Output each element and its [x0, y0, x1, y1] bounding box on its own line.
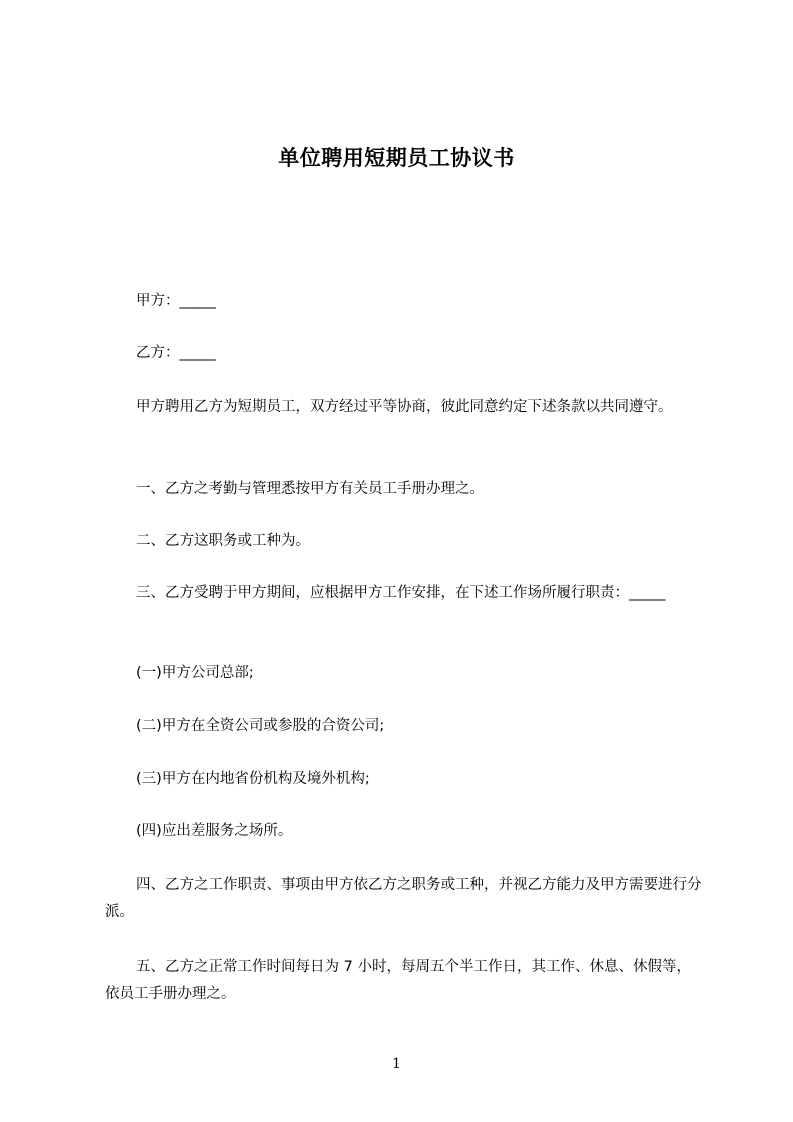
clause-3-item-2: (二)甲方在全资公司或参股的合资公司; [136, 718, 385, 734]
clause-3-item-3: (三)甲方在内地省份机构及境外机构; [136, 771, 370, 787]
party-a-line: 甲方：_____ [136, 293, 216, 309]
document-title: 单位聘用短期员工协议书 [278, 146, 515, 170]
clause-1: 一、乙方之考勤与管理悉按甲方有关员工手册办理之。 [136, 481, 484, 497]
clause-3-item-1: (一)甲方公司总部; [136, 665, 254, 681]
clause-5: 五、乙方之正常工作时间每日为 7 小时，每周五个半工作日，其工作、休息、休假等，依员工手册办理之。 [105, 959, 691, 1002]
clause-3-item-4: (四)应出差服务之场所。 [136, 823, 293, 839]
clause-2: 二、乙方这职务或工种为。 [136, 533, 310, 549]
clause-3: 三、乙方受聘于甲方期间，应根据甲方工作安排，在下述工作场所履行职责：_____ [136, 585, 666, 601]
page-number: 1 [392, 1056, 401, 1072]
party-b-line: 乙方：_____ [136, 345, 216, 361]
clause-4: 四、乙方之工作职责、事项由甲方依乙方之职务或工种，并视乙方能力及甲方需要进行分派。 [105, 877, 702, 920]
intro-paragraph: 甲方聘用乙方为短期员工，双方经过平等协商，彼此同意约定下述条款以共同遵守。 [136, 399, 673, 415]
